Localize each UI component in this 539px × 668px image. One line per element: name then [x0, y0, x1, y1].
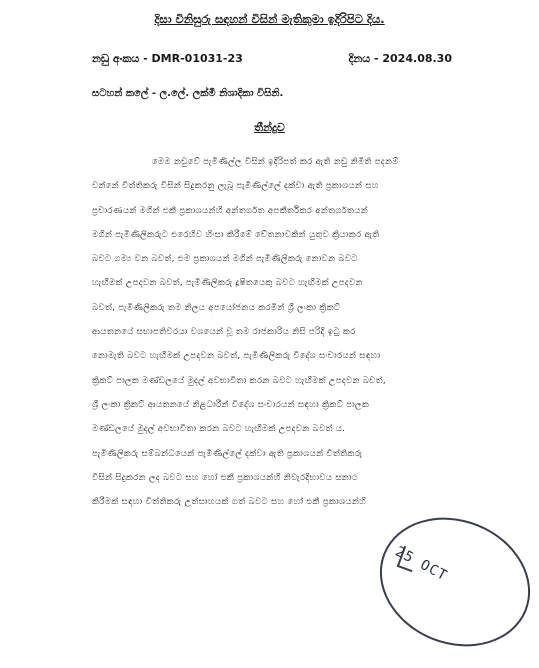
document-title: දිසා විනිසුරු සඳහන් විසින් මැතිකුමා ඉදිරිපිට දිය.	[154, 12, 385, 26]
document-date: දිනය - 2024.08.30	[348, 52, 452, 65]
body-line: පැමිණිලිකරු සම්බන්ධයෙන් පැමිණිල්ලේ දක්වා ඇති ප්‍රකාශයන් විත්තිකරු	[92, 448, 363, 459]
body-line: බවට ගම්‍ය වන බවත්, එම ප්‍රකාශයන් මගින් පැමිණිලිකරු නොවන බවට	[92, 254, 358, 265]
body-line: මෙම නඩුවේ පැමිණිල්ල විසින් ඉදිරිපත් කර ඇති නඩු නිමිති පදනම්	[152, 157, 399, 167]
body-line: මණ්ඩලයේ මුදල් අවභාවිතා කරන බවට හැඟීමක් උපදවන බවත් ය.	[92, 424, 346, 435]
judgment-heading: තීන්දුව	[254, 121, 285, 134]
body-line: මගින් පැමිණිලිකරුට එරෙහිව හිංසා කිරීමේ චේතනාවකින් යුතුව ක්‍රියාකර ඇති	[92, 229, 380, 240]
judgment-body	[92, 150, 497, 514]
body-line: ක්‍රිකට් පාලක මණ්ඩලයේ මුදල් අවභාවිතා කරන බවට හැඟීමක් උපදවන බවත්,	[92, 375, 386, 386]
body-line: කිරීමක් සඳහා විත්තිකරු උත්සාහයක් ගත් බවට සහ හෝ එකී ප්‍රකාශයන්හි	[92, 497, 367, 508]
body-line: වන්නේ විත්තිකරු විසින් සිදුකරනු ලැබූ පැමිණිල්ලේ දක්වා ඇති ප්‍රකාශයන් සහ	[92, 181, 379, 192]
stamp-date: 25 OCT	[392, 543, 451, 585]
body-line: හැඟීමක් උපදවන බවත්, පැමිණිලිකරු දූෂිතයෙකු බවට හැඟීමක් උපදවන	[92, 278, 363, 289]
received-stamp	[360, 496, 539, 668]
body-line: ශ්‍රී ලංකා ක්‍රිකට් ආයතනයේ නිළධාරීන් විදේශ සංචාරයන් සඳහා ක්‍රිකට් පාලක	[92, 399, 370, 410]
body-line: ප්‍රචාරණයන් මගින් එකී ප්‍රකාශයන්හි අන්තර්ගත අපකීර්තිකර අන්තර්ගතයන්	[92, 205, 369, 216]
case-info-row	[92, 52, 452, 66]
body-line: විසින් සිදුකරන ලද බවට සහ හෝ එකී ප්‍රකාශයන්හි නිවැරදිභාවය සනාථ	[92, 472, 359, 483]
body-line: නොමැති බවට හැඟීමක් උපදවන බවත්, පැමිණිලිකරු විදේශ සංචාරයන් සඳහා	[92, 351, 381, 362]
recorded-by-note: සටහන් කලේ - ල.ලේ. ලක්මී නිශාදිකා විසිනි.	[92, 88, 284, 99]
body-line: බවත්, පැමිණිලිකරු තම නිලය අපයෝජනය කරමින් ශ්‍රී ලංකා ක්‍රිකට්	[92, 302, 341, 313]
case-number: නඩු අංකය - DMR-01031-23	[92, 52, 243, 65]
body-line: ආයතනයේ සභාපතිවරයා වශයෙන් වූ තම රාජකාරිය නිසි පරිදි ඉටු කර	[92, 327, 356, 338]
